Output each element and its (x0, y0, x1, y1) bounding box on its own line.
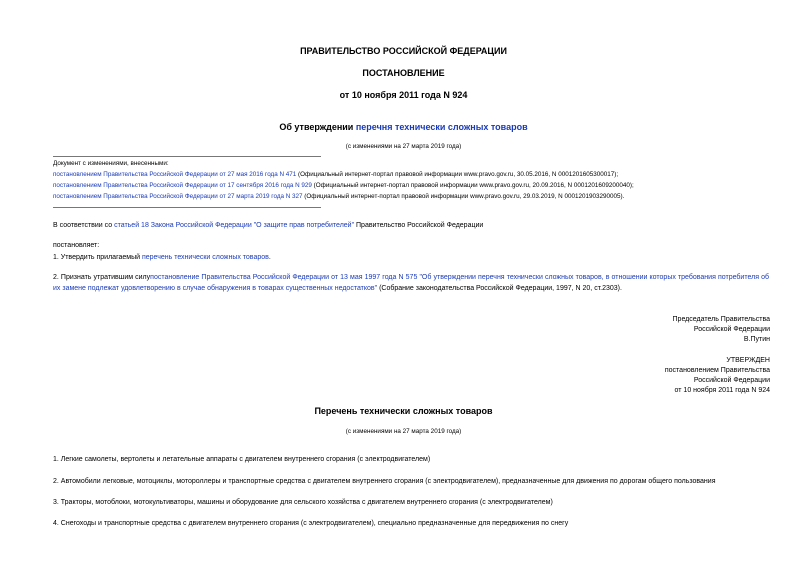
list-item: 2. Автомобили легковые, мотоциклы, мотороллеры и транспортные средства с двигателем внутреннего сгорания (с электродвигателем), предназначенные для движения по дорогам общего пользования (53, 478, 716, 485)
amendment-link[interactable]: постановлением Правительства Российской Федерации от 17 сентября 2016 года N 929 (53, 182, 312, 189)
amendment-link[interactable]: постановлением Правительства Российской Федерации от 27 мая 2016 года N 471 (53, 171, 297, 178)
law-article-link[interactable]: статьей 18 Закона Российской Федерации "О защите прав потребителей" (114, 222, 355, 229)
item-2 (53, 272, 769, 294)
approved-date: от 10 ноября 2011 года N 924 (674, 387, 770, 394)
approved-label: УТВЕРЖДЕН (726, 357, 770, 364)
list-link[interactable]: перечень технически сложных товаров (141, 254, 269, 261)
basis-paragraph (53, 222, 483, 229)
signature-name: В.Путин (743, 336, 770, 343)
doc-title-prefix: Об утверждении (279, 122, 356, 132)
doc-amended-note: (с изменениями на 27 марта 2019 года) (345, 143, 462, 150)
basis-suffix: Правительство Российской Федерации (354, 222, 484, 229)
list-item: 3. Тракторы, мотоблоки, мотокультиваторы, машины и оборудование для сельского хозяйства с двигателем внутреннего сгорания (с электродвигателем) (53, 499, 553, 506)
doc-date-number: от 10 ноября 2011 года N 924 (339, 90, 468, 100)
amendment-source: (Официальный интернет-портал правовой информации www.pravo.gov.ru, 20.09.2016, N 0001201609200040); (311, 182, 634, 189)
list-item: 1. Легкие самолеты, вертолеты и летательные аппараты с двигателем внутреннего сгорания (с электродвигателем) (53, 456, 431, 463)
item-1-suffix: . (268, 254, 271, 261)
item-2-prefix: 2. Признать утратившим силу (53, 274, 151, 281)
item-1-prefix: 1. Утвердить прилагаемый (53, 254, 142, 261)
amendment-source: (Официальный интернет-портал правовой информации www.pravo.gov.ru, 30.05.2016, N 0001201605300017); (296, 171, 619, 178)
divider-bottom (53, 207, 321, 208)
basis-prefix: В соответствии со (53, 222, 115, 229)
amendment-item (53, 193, 624, 200)
approved-org: Российской Федерации (693, 377, 770, 384)
list-amended-note: (с изменениями на 27 марта 2019 года) (345, 428, 462, 435)
doc-type-heading: ПОСТАНОВЛЕНИЕ (362, 68, 445, 78)
item-1 (53, 254, 271, 261)
item-2-suffix: (Собрание законодательства Российской Федерации, 1997, N 20, ст.2303). (377, 285, 622, 292)
amendments-intro: Документ с изменениями, внесенными: (53, 160, 169, 167)
list-item: 4. Снегоходы и транспортные средства с двигателем внутреннего сгорания (с электродвигателем), специально предназначенные для передвижения по снегу (53, 520, 569, 527)
doc-title (0, 122, 807, 132)
amendment-source: (Официальный интернет-портал правовой информации www.pravo.gov.ru, 29.03.2019, N 0001201903290005). (302, 193, 625, 200)
doc-title-link[interactable]: перечня технически сложных товаров (355, 122, 528, 132)
org-heading: ПРАВИТЕЛЬСТВО РОССИЙСКОЙ ФЕДЕРАЦИИ (300, 46, 507, 56)
amendment-item (53, 182, 634, 189)
signature-title: Председатель Правительства (672, 316, 770, 323)
decrees-label: постановляет: (53, 242, 100, 249)
approved-by: постановлением Правительства (664, 367, 770, 374)
repealed-decree-link[interactable]: постановление Правительства Российской Федерации от 13 мая 1997 года N 575 "Об утверждении перечня технически сложных товаров, в отношении которых требования потребителя об их замене подлежат удовлетворению в случае обнаружения в товарах существенных недостатков" (53, 274, 769, 292)
list-title: Перечень технически сложных товаров (314, 406, 493, 416)
divider-top (53, 156, 321, 157)
amendment-item (53, 171, 618, 178)
amendment-link[interactable]: постановлением Правительства Российской Федерации от 27 марта 2019 года N 327 (53, 193, 303, 200)
signature-org: Российской Федерации (693, 326, 770, 333)
